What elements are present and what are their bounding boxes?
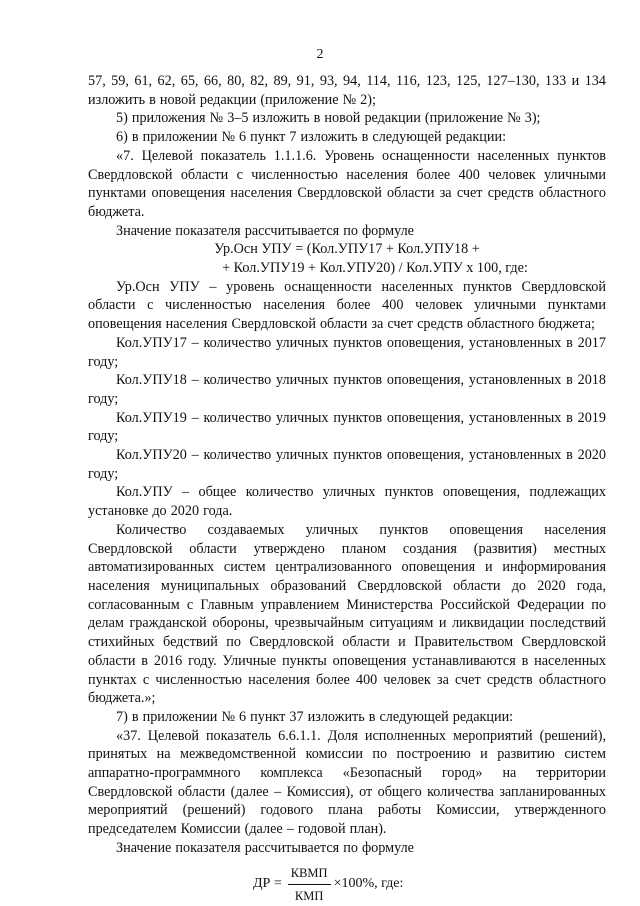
paragraph: «37. Целевой показатель 6.6.1.1. Доля исполненных мероприятий (решений), принятых на межведомственной комиссии по построению и развитию систем аппаратно-программного комплекса «Безопасный город» на территории Свердловской области (далее – Комиссия), от общего количества запланированных мероприятий (решений) годового плана работы Комиссии, утвержденного председателем Комиссии (далее – годовой план). (88, 727, 606, 838)
formula-line: + Кол.УПУ19 + Кол.УПУ20) / Кол.УПУ х 100, где: (222, 260, 528, 277)
formula-line: Ур.Осн УПУ = (Кол.УПУ17 + Кол.УПУ18 + (214, 241, 480, 258)
paragraph: 6) в приложении № 6 пункт 7 изложить в следующей редакции: (116, 129, 507, 146)
paragraph: Кол.УПУ20 – количество уличных пунктов оповещения, установленных в 2020 году; (88, 447, 606, 482)
paragraph: 7) в приложении № 6 пункт 37 изложить в следующей редакции: (116, 708, 514, 725)
formula-upu (88, 240, 606, 277)
fraction (288, 864, 331, 905)
formula-rhs: ×100%, где: (333, 876, 404, 892)
paragraph: Кол.УПУ – общее количество уличных пунктов оповещения, подлежащих установке до 2020 года. (88, 484, 606, 520)
fraction-denominator: КМП (294, 888, 324, 903)
document-body (88, 72, 606, 906)
paragraph: Кол.УПУ17 – количество уличных пунктов оповещения, установленных в 2017 году; (88, 334, 606, 370)
paragraph: Значение показателя рассчитывается по формуле (116, 222, 414, 239)
formula-dr (88, 864, 606, 906)
paragraph: 57, 59, 61, 62, 65, 66, 80, 82, 89, 91, 93, 94, 114, 116, 123, 125, 127–130, 133 и 134 изложить в новой редакции (приложение № 2); (88, 73, 606, 108)
fraction-numerator: КВМП (288, 864, 331, 885)
paragraph: Кол.УПУ19 – количество уличных пунктов оповещения, установленных в 2019 году; (88, 409, 606, 445)
paragraph: 5) приложения № 3–5 изложить в новой редакции (приложение № 3); (116, 110, 541, 127)
paragraph: Ур.Осн УПУ – уровень оснащенности населенных пунктов Свердловской области с численностью населения более 400 человек уличными пунктами оповещения населения Свердловской области за счет средств областного бюджета; (88, 278, 606, 333)
paragraph: Кол.УПУ18 – количество уличных пунктов оповещения, установленных в 2018 году; (88, 372, 606, 407)
paragraph: «7. Целевой показатель 1.1.1.6. Уровень оснащенности населенных пунктов Свердловской области с численностью населения более 400 человек уличными пунктами оповещения населения Свердловской области за счет средств областного бюджета. (88, 147, 606, 220)
formula-lhs: ДР = (253, 876, 282, 892)
paragraph: Значение показателя рассчитывается по формуле (116, 839, 414, 856)
page-number: 2 (316, 47, 324, 62)
paragraph: Количество создаваемых уличных пунктов оповещения населения Свердловской области утверждено планом создания (развития) местных автоматизированных систем централизованного оповещения и информирования населения муниципальных образований Свердловской области до 2020 года, согласованным с Главным управлением Министерства Российской Федерации по делам гражданской обороны, чрезвычайным ситуациям и ликвидации последствий стихийных бедствий по Свердловской области и Правительством Свердловской области в 2016 году. Уличные пункты оповещения устанавливаются в населенных пунктах с численностью населения более 400 человек за счет средств областного бюджета.»; (88, 521, 606, 707)
